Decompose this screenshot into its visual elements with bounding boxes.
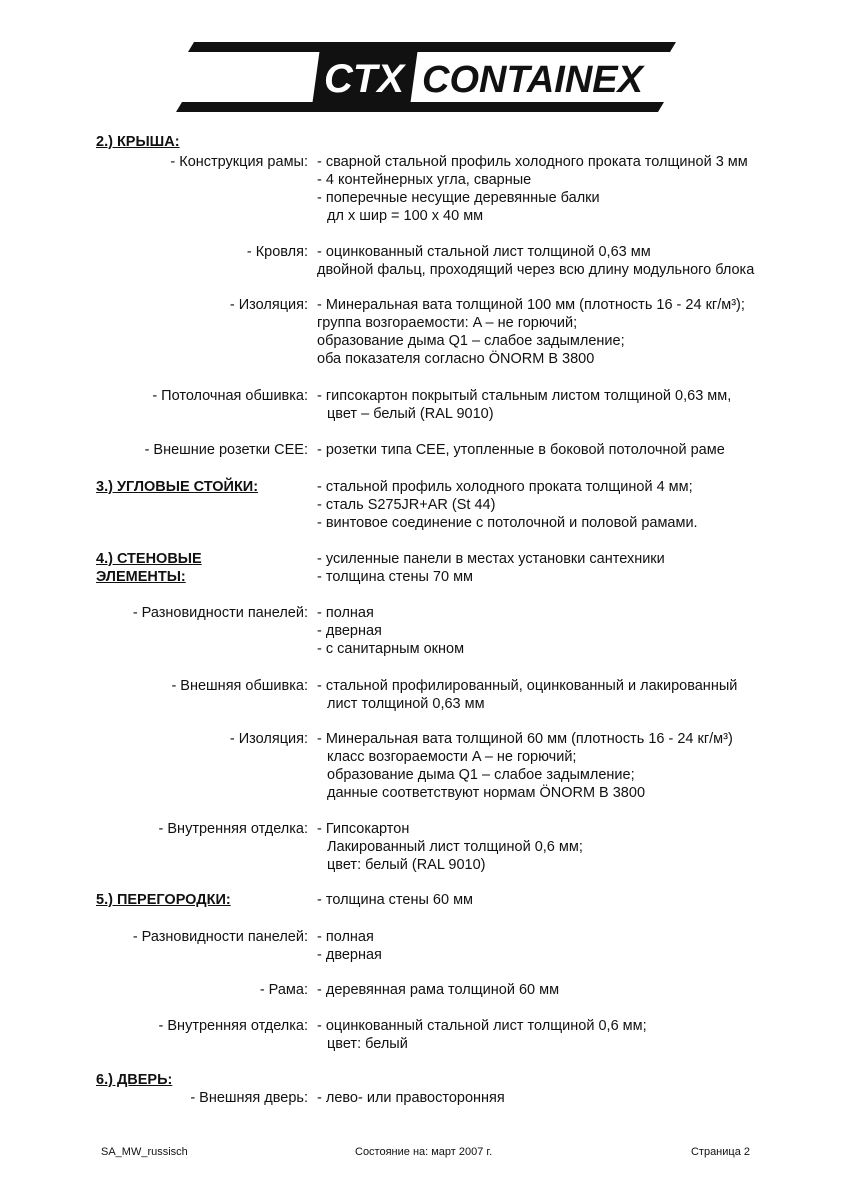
roof-sockets-label: - Внешние розетки CEE:	[144, 442, 308, 458]
walls-inner-label: - Внутренняя отделка:	[158, 821, 308, 837]
footer-file: SA_MW_russisch	[101, 1146, 188, 1158]
footer-page: Страница 2	[690, 1146, 750, 1158]
roof-insulation-value: - Минеральная вата толщиной 100 мм (плотность 16 - 24 кг/м³); группа возгораемости: A – не горючий; образование дыма Q1 – слабое задымление; оба показателя согласно ÖNORM B 3800	[317, 297, 745, 367]
svg-text:CTX: CTX	[324, 57, 404, 101]
walls-outer-value: - стальной профилированный, оцинкованный и лакированный лист толщиной 0,63 мм	[317, 678, 738, 712]
partitions-frame-label: - Рама:	[259, 982, 308, 998]
section-roof-title: 2.) КРЫША:	[96, 134, 180, 150]
section-partitions-title: 5.) ПЕРЕГОРОДКИ:	[96, 892, 231, 908]
footer-status: Состояние на: март 2007 г.	[355, 1146, 493, 1158]
partitions-frame-value: - деревянная рама толщиной 60 мм	[317, 982, 560, 998]
roof-ceiling-value: - гипсокартон покрытый стальным листом толщиной 0,63 мм, цвет – белый (RAL 9010)	[317, 388, 732, 422]
walls-inner-value: - Гипсокартон Лакированный лист толщиной 0,6 мм; цвет: белый (RAL 9010)	[317, 821, 583, 873]
section-corner-posts-title: 3.) УГЛОВЫЕ СТОЙКИ:	[96, 479, 259, 495]
partitions-inner-label: - Внутренняя отделка:	[158, 1018, 308, 1034]
roof-covering-value: - оцинкованный стальной лист толщиной 0,63 мм двойной фальц, проходящий через всю длину модульного блока	[317, 244, 755, 278]
walls-insulation-label: - Изоляция:	[229, 731, 308, 747]
walls-panel-types-label: - Разновидности панелей:	[132, 605, 308, 621]
walls-outer-label: - Внешняя обшивка:	[171, 678, 308, 694]
section-door-title: 6.) ДВЕРЬ:	[96, 1072, 173, 1088]
brand-name: CONTAINEX	[422, 59, 643, 101]
section-walls-title: 4.) СТЕНОВЫЕ ЭЛЕМЕНТЫ:	[96, 551, 202, 585]
partitions-inner-value: - оцинкованный стальной лист толщиной 0,6 мм; цвет: белый	[317, 1018, 647, 1052]
corner-posts-value: - стальной профиль холодного проката толщиной 4 мм; - сталь S275JR+AR (St 44) - винтовое соединение с потолочной и половой рамами.	[317, 479, 698, 531]
door-outer-value: - лево- или правосторонняя	[317, 1090, 505, 1106]
roof-covering-label: - Кровля:	[246, 244, 308, 260]
partitions-panel-types-value: - полная - дверная	[317, 929, 382, 963]
containex-logo	[174, 40, 676, 114]
walls-panel-types-value: - полная - дверная - с санитарным окном	[317, 605, 465, 657]
door-outer-label: - Внешняя дверь:	[190, 1090, 308, 1106]
roof-frame-label: - Конструкция рамы:	[170, 154, 308, 170]
partitions-value: - толщина стены 60 мм	[317, 892, 474, 908]
roof-insulation-label: - Изоляция:	[229, 297, 308, 313]
walls-value: - усиленные панели в местах установки сантехники - толщина стены 70 мм	[317, 551, 665, 585]
ctx-emblem	[312, 48, 418, 106]
partitions-panel-types-label: - Разновидности панелей:	[132, 929, 308, 945]
walls-insulation-value: - Минеральная вата толщиной 60 мм (плотность 16 - 24 кг/м³) класс возгораемости A – не горючий; образование дыма Q1 – слабое задымление; данные соответствуют нормам ÖNORM B 3800	[317, 731, 733, 801]
roof-frame-value: - сварной стальной профиль холодного проката толщиной 3 мм - 4 контейнерных угла, сварные - поперечные несущие деревянные балки дл х шир = 100 х 40 мм	[317, 154, 748, 224]
roof-ceiling-label: - Потолочная обшивка:	[152, 388, 308, 404]
roof-sockets-value: - розетки типа CEE, утопленные в боковой потолочной раме	[317, 442, 725, 458]
